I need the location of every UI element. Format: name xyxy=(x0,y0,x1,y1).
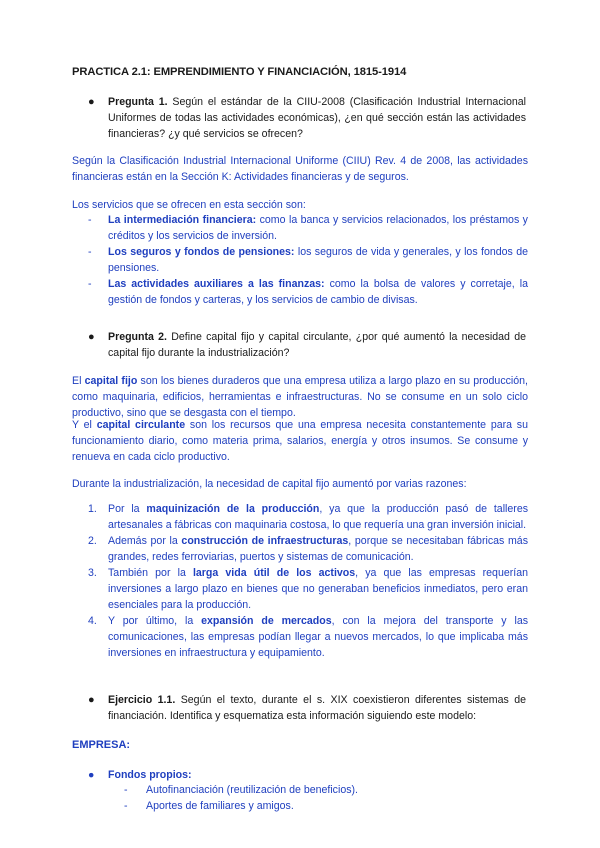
fondos-propios-label: Fondos propios: xyxy=(108,769,192,781)
question-1-label: Pregunta 1. xyxy=(108,96,168,108)
question-1-body: Según el estándar de la CIIU-2008 (Clasificación Industrial Internacional Uniformes de todas las actividades económicas), ¿en qué sección están las actividades financieras? ¿y qué servicios se ofrecen? xyxy=(108,96,526,140)
list-item xyxy=(88,501,528,533)
bullet-icon: ● xyxy=(88,96,95,108)
capital-fijo-prefix: El xyxy=(72,375,85,387)
fondos-propios-list xyxy=(124,782,358,814)
reason-prefix: Además por la xyxy=(108,535,182,547)
capital-circulante-definition: son los recursos que una empresa necesita constantemente para su funcionamiento diario, como materia prima, salarios, energía y otros insumos. Se consume y renueva en cada ciclo productivo. xyxy=(72,419,528,463)
capital-circulante-term: capital circulante xyxy=(96,419,186,431)
dash-bullet: - xyxy=(88,246,92,258)
dash-bullet: - xyxy=(124,784,128,796)
reasons-intro: Durante la industrialización, la necesidad de capital fijo aumentó por varias razones: xyxy=(72,478,467,490)
question-2-body: Define capital fijo y capital circulante, ¿por qué aumentó la necesidad de capital fijo durante la industrialización? xyxy=(108,331,526,359)
list-item xyxy=(124,798,358,814)
fondos-propios xyxy=(88,767,192,783)
capital-circulante-paragraph xyxy=(72,417,528,465)
empresa-heading: EMPRESA: xyxy=(72,739,131,751)
question-2-label: Pregunta 2. xyxy=(108,331,167,343)
question-1-text xyxy=(108,94,526,142)
service-text: los seguros de vida y generales, y los fondos de pensiones. xyxy=(108,246,528,274)
exercise-text xyxy=(108,692,526,724)
bullet-icon: ● xyxy=(88,694,95,706)
capital-fijo-definition: son los bienes duraderos que una empresa utiliza a largo plazo en su producción, como maquinaria, edificios, herramientas e infraestructuras. No se consume en un solo ciclo productivo, sino que se desgasta con el tiempo. xyxy=(72,375,529,419)
question-2 xyxy=(88,329,526,361)
service-title: Las actividades auxiliares a las finanzas: xyxy=(108,278,325,290)
reason-prefix: También por la xyxy=(108,567,193,579)
reason-title: expansión de mercados xyxy=(201,615,332,627)
service-title: Los seguros y fondos de pensiones: xyxy=(108,246,295,258)
list-number: 3. xyxy=(88,567,97,579)
exercise-label: Ejercicio 1.1. xyxy=(108,694,176,706)
reason-text: , ya que las empresas requerían inversiones a largo plazo en bienes que no generaban beneficios inmediatos, pero eran esenciales para la producción. xyxy=(108,567,528,611)
capital-fijo-term: capital fijo xyxy=(84,375,138,387)
dash-bullet: - xyxy=(88,214,92,226)
services-list xyxy=(88,212,528,308)
question-1 xyxy=(88,94,526,142)
reason-title: construcción de infraestructuras xyxy=(181,535,349,547)
question-2-text xyxy=(108,329,526,361)
answer-1-services-intro: Los servicios que se ofrecen en esta sección son: xyxy=(72,199,306,211)
list-item xyxy=(124,782,358,798)
list-item xyxy=(88,244,528,276)
fondos-item-text: Aportes de familiares y amigos. xyxy=(146,800,294,812)
list-item xyxy=(88,533,528,565)
list-item xyxy=(88,613,528,661)
reason-text: , con la mejora del transporte y las comunicaciones, las empresas podían llegar a nuevos mercados, lo que implicaba más inversiones en infraestructura y equipamiento. xyxy=(108,615,529,659)
bullet-icon: ● xyxy=(88,769,95,781)
reason-prefix: Por la xyxy=(108,503,147,515)
reason-text: , ya que la producción pasó de talleres artesanales a fábricas con maquinaria costosa, lo que requería una gran inversión inicial. xyxy=(108,503,529,531)
capital-fijo-paragraph xyxy=(72,373,528,421)
bullet-icon: ● xyxy=(88,331,95,343)
list-item xyxy=(88,276,528,308)
list-item xyxy=(88,212,528,244)
reason-title: maquinización de la producción xyxy=(146,503,320,515)
service-text: como la banca y servicios relacionados, los préstamos y créditos y los servicios de inversión. xyxy=(108,214,528,242)
reason-prefix: Y por último, la xyxy=(108,615,202,627)
capital-circulante-prefix: Y el xyxy=(72,419,97,431)
page-title: PRACTICA 2.1: EMPRENDIMIENTO Y FINANCIACIÓN, 1815-1914 xyxy=(72,66,407,78)
dash-bullet: - xyxy=(88,278,92,290)
service-text: como la bolsa de valores y corretaje, la gestión de fondos y carteras, y los servicios de cambio de divisas. xyxy=(108,278,528,306)
fondos-item-text: Autofinanciación (reutilización de beneficios). xyxy=(146,784,358,796)
list-number: 2. xyxy=(88,535,97,547)
dash-bullet: - xyxy=(124,800,128,812)
reasons-list xyxy=(88,501,528,661)
answer-1-paragraph: Según la Clasificación Industrial Internacional Uniforme (CIIU) Rev. 4 de 2008, las actividades financieras están en la Sección K: Actividades financieras y de seguros. xyxy=(72,155,528,183)
exercise-body: Según el texto, durante el s. XIX coexistieron diferentes sistemas de financiación. Identifica y esquematiza esta información siguiendo este modelo: xyxy=(108,694,526,722)
reason-text: , porque se necesitaban fábricas más grandes, redes ferroviarias, puertos y sistemas de comunicación. xyxy=(108,535,528,563)
service-title: La intermediación financiera: xyxy=(108,214,257,226)
list-number: 4. xyxy=(88,615,97,627)
list-item xyxy=(88,565,528,613)
reason-title: larga vida útil de los activos xyxy=(192,567,356,579)
list-number: 1. xyxy=(88,503,97,515)
exercise-1-1 xyxy=(88,692,526,724)
